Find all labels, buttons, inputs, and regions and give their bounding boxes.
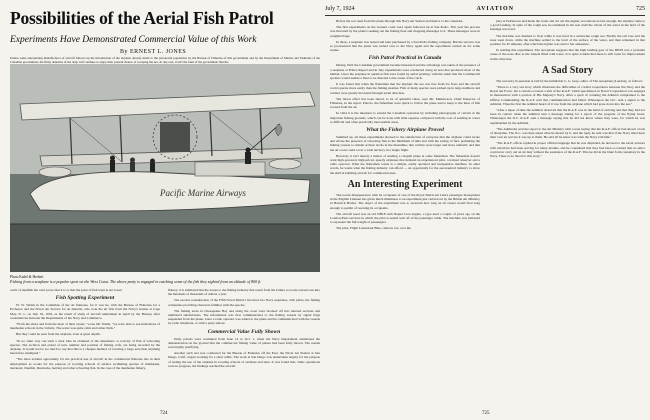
column-4: [490, 19, 645, 407]
paragraph: Daily patrols were continued from June 14 to Oct. 1, when the Navy Department abandoned the demonstration on the ground that the commercial fishing value of planes had been fully shown. The results were highly gratifying.: [168, 336, 320, 350]
paragraph: The fishing areas in Chesapeake Bay and along the coast were blocked off into lettered sections and numbered subdivisions. The information was first communicated to the fishing vessels by signal flags suspended from the plane. Later a radio operator was added to the plane and he communicated with the vessels by radio telephone, or with a party ashore.: [168, 308, 320, 326]
paragraph: The aircraft used was an old DH18 with Napier Lion engine, a type used a couple of years ago on the London-Paris services in which the pilot is seated well aft of the passenger cabin. The machine was ballasted to represent the full weight of passengers.: [330, 211, 480, 225]
header-date: July 7, 1924: [325, 6, 355, 12]
paragraph: The pilot, Flight Lieutenant Blue, came in low over the: [336, 226, 411, 231]
column-1: [10, 288, 160, 408]
photo-caption: [10, 275, 320, 285]
paragraph: "The R.A.F. officer replied in proper official language that he was dispirited, he devoted to the naval aviators with whom he had been serving for many months, and he considered that they had been so trained that no sailor could ever carry out an air duty without the assistance of the R.A.F. This he did in the blunt form customary in the Navy. There is no moral to this story.": [490, 141, 645, 159]
paragraph: In those, a seaplane was leased and later purchased by a San Pedro fishing company. But the success was so pronounced that the plane was turned over to the Navy again and the experiment carried on for some weeks.: [330, 39, 480, 53]
paragraph: The moral effect has been shown to be of splendid value, says Mr. Mathewson, Chief Inspector of Fisheries, in the report. Patrols, the fishermen were quick to follow the plane and to keep to the lines of fish located from the air.: [330, 96, 480, 110]
paragraph: During 1922 the Canadian government became interested and the advantage was taken of the presence of a seaplane at Prince Rupert and in July experiments were conducted along an area that produced most of the halibut. Upon the seaplane in question fish were found by aerial spotting, with the result that the Commercial spotters would enable a fleet to be directed to the scene of the catch.: [330, 63, 480, 81]
header-page-number: 725: [636, 6, 645, 12]
header-journal: AVIATION: [476, 6, 514, 12]
paragraph: Unless some enterprising manufacturer of aircraft follows up the introduction of the airplane already made to the piscatorial population by the Bureau of Fisheries of this government and by the Department of Marine and Fisheries of the Canadian government, the finny denizens of the deep will continue to enjoy their present chance of escaping the net. At any rate, it isn't the fault of the government that the: [10, 56, 320, 64]
column-3: [330, 19, 480, 407]
header-rule: [325, 15, 645, 16]
paragraph: In relating this experiment, The Aeroplane suggests that the high landing gear of the DH18 was a probable cause of the nose-dive as the wheels filled with water. It is quite evident that there is still room for improvement in this direction.: [490, 48, 645, 61]
article-title: Possibilities of the Aerial Fish Patrol: [10, 8, 274, 28]
photo-credit: Photo Kadel & Herbert: [10, 275, 44, 279]
article-subtitle: Experiments Have Demonstrated Commercial Value of this Work: [10, 35, 257, 45]
column-2: [168, 288, 320, 408]
section-heading: What the Fishery Airplane Proved: [366, 127, 444, 134]
paragraph: It was found that when the fishermen met the airplane the sea was free from ice floes and the aircraft could operate more easily than the fishing steamer. Fish of many species were picked up in large numbers and catches were greatly increased through aerial direction.: [330, 82, 480, 95]
paragraph: W. W. Welsh in the Columbus of the air fisheries, for it was he, with the Bureau of Fisheries for a Professor and the Naval Air Service for an Isabella, who took the air first from the Navy's station at Cape May, N. J., on July 19, 1919, as the result of study of aircraft undertaken in April by the Bureau, after consultations between the Departments of the Navy and Commerce.: [10, 303, 160, 320]
seaplane-photo: [10, 64, 320, 272]
section-heading: Fish Spotting Experiment: [55, 295, 115, 302]
paragraph: The sad story in question is told by the inimitable C. G. Grey, editor of The Aeroplane (London), as follows:: [496, 78, 643, 83]
running-header: [325, 4, 645, 14]
left-page-number: 724: [160, 411, 168, 416]
article-heading: An Interesting Experiment: [347, 178, 463, 190]
paragraph: "The most evident opportunity for the practical use of aircraft in the commercial fisheries lies in their employment as scouts for the purpose of locating schools of surface swimming species of menhaden, mackerel, bluefish, bluebacks, herring and other schooling fish. In the case of the menhaden fishery,: [10, 357, 160, 370]
paragraph: "In no other way can such a clear idea be obtained of the abundance or scarcity of fish of schooling species. The location and extent of nets, number and position of fishing craft, are being recorded by the airplane. It would not be too much to say that this is a cheaper method of covering a large area than anything heretofore attempted.": [10, 338, 160, 356]
paragraph: The second consideration of the Fifth Naval District involved two Navy seaplanes, with pilots, the fishing companies providing observers familiar with the species.: [168, 298, 320, 307]
paragraph: jetty at Felixstowe and made the water and cut out the engine; seconds more fast enough, his airplane came to a good landing. In spite of the rough sea, he remained in his seat until the whole of the water in the hold of the fuselage was level.: [490, 19, 645, 32]
paragraph: fishery, it is estimated that the losses to the fishing industry that result from the failure to locate schools run into the hundreds of thousands of dollars a year.: [168, 288, 320, 297]
paragraph: But they could be seen from the airplane, even at great depths.: [16, 332, 101, 337]
paragraph: Summed up, all these experiments showed to the satisfaction of everyone that the airplane could locate and advise the presence of schooling fish as the minimum of time and with the saving of fuel, permitting the fishing vessels to remain at their docks in the meantime; that catches were larger and more uniform; and that the air scout could cover a wide territory in a single flight.: [330, 135, 480, 152]
section-heading: Fish Patrol Practical in Canada: [368, 55, 442, 62]
paragraph: The recent disappearance with its occupants of one of the Royal Dutch Air Line's passenger monoplanes in the English Channel has given much timeliness to an experiment just carried out by the British Air Ministry in Harwick Harbor. The object of the experiment was to ascertain how long an air vessel would float long enough to permit of rescuing its occupants.: [330, 192, 480, 210]
section-heading: Commercial Value Fully Shown: [207, 328, 281, 335]
paragraph: catch of shadfish but can't prove that it is or that the price of fish went is not lower.: [10, 288, 123, 292]
paragraph: Before the war used from the plane through this Navy Air Station and thence to the canneries.: [336, 19, 464, 23]
right-page-number: 725: [482, 411, 490, 416]
hull-lettering: Pacific Marine Airways: [160, 188, 246, 198]
paragraph: "From the shore and from the mast of their vessel," wrote Mr. Welsh, "we were able to see indications of menhaden schools in the vicinity. The water was quite calm and rather thick.": [10, 322, 160, 331]
paragraph: "There is a very sad story which illustrates the difficulties of cordial cooperation between the Navy and the Royal Air Force. On a certain occasion a unit of the R.A.F. which specialised on Naval Cooperation was engaged in manoeuvres with a portion of His Majesty's Navy. After a spell of counting the Admiral complained to the Officer Commanding the R.A.F. unit that communication had failed. Whereupon the O.C. sent a signal to the Admiral. Thus the first the Admiral heard of it was from the airplane which had gone down into the sea.": [490, 85, 645, 106]
paragraph: The first experiments on the western coast were again followed up at San Pedro. This year the process was thwarted by the plane's seeking out the fishing fleet and dropping messages to it. These messages were in weighted bags.: [330, 25, 480, 38]
paragraph: "The Admiralty sent the report to the Air Ministry with a note saying that the R.A.F. officer had shown a lack of discipline. The O.C. was then asked what he meant by it, and the reply he sent was that if the Navy must have their own air service it was up to them. He said all he knew was what the Navy told him.": [490, 126, 645, 140]
article-heading: A Sad Story: [541, 64, 594, 76]
paragraph: The machine was deemed to float while it was tried in a somewhat rough sea. Finally the tail rose and the nose went down, while the machine settled to the level of the surface of the water, and then remained in that position for 45 minutes, after which the lighter was sent to her assistance.: [490, 33, 645, 47]
seaplane-illustration: [10, 64, 320, 272]
caption-text: Fishing from a seaplane is a popular sport on the West Coast. The above party is engaged in catching some of the fish they sighted from an altitude of 800 ft.: [10, 278, 262, 284]
paragraph: However, it isn't merely a matter of sending a catapult plane at some fishermen. The fisherman doesn't want high-powered, high-priced, speedy airplanes that demand an experienced pilot, a trained observer and a radio operator. What the fisherman wants is a simple, easily operated and inexpensive machine. In other words, he wants what the fishing industry can afford — an opportunity for the aeronautical industry to show the skill in building aircraft for commercial uses.: [330, 153, 480, 175]
paragraph: In 1924 it is the intention to extend the Canadian operation by including photography of certain of the important fishing grounds, which can be done with little expense compared with the cost of sending in crews to difficult and often practically inaccessible areas.: [330, 111, 480, 124]
paragraph: "After a lapse of time the Admiral observed that the R.A.F. was in the habit of arriving and that they had not been in contact when the Admiral sent a message asking for a report of the progress of the flying boats. Whereupon the O.C. R.A.F. sent a message saying that he did not know where they were, for which he was reprimanded by the Admiral.: [490, 108, 645, 125]
intro-paragraph: [10, 56, 320, 64]
article-byline: By ERNEST L. JONES: [120, 49, 187, 55]
paragraph: Another such test was conducted for the Bureau of Fisheries off the East, the Naval Air Station at San Diego, Calif., began working for a short while. The work at San Diego was undertaken largely for the purpose of testing the use of the airplane in locating schools of sardines and tuna. It was found that, while operations were in progress, the findings reached the aircraft.: [168, 351, 320, 368]
